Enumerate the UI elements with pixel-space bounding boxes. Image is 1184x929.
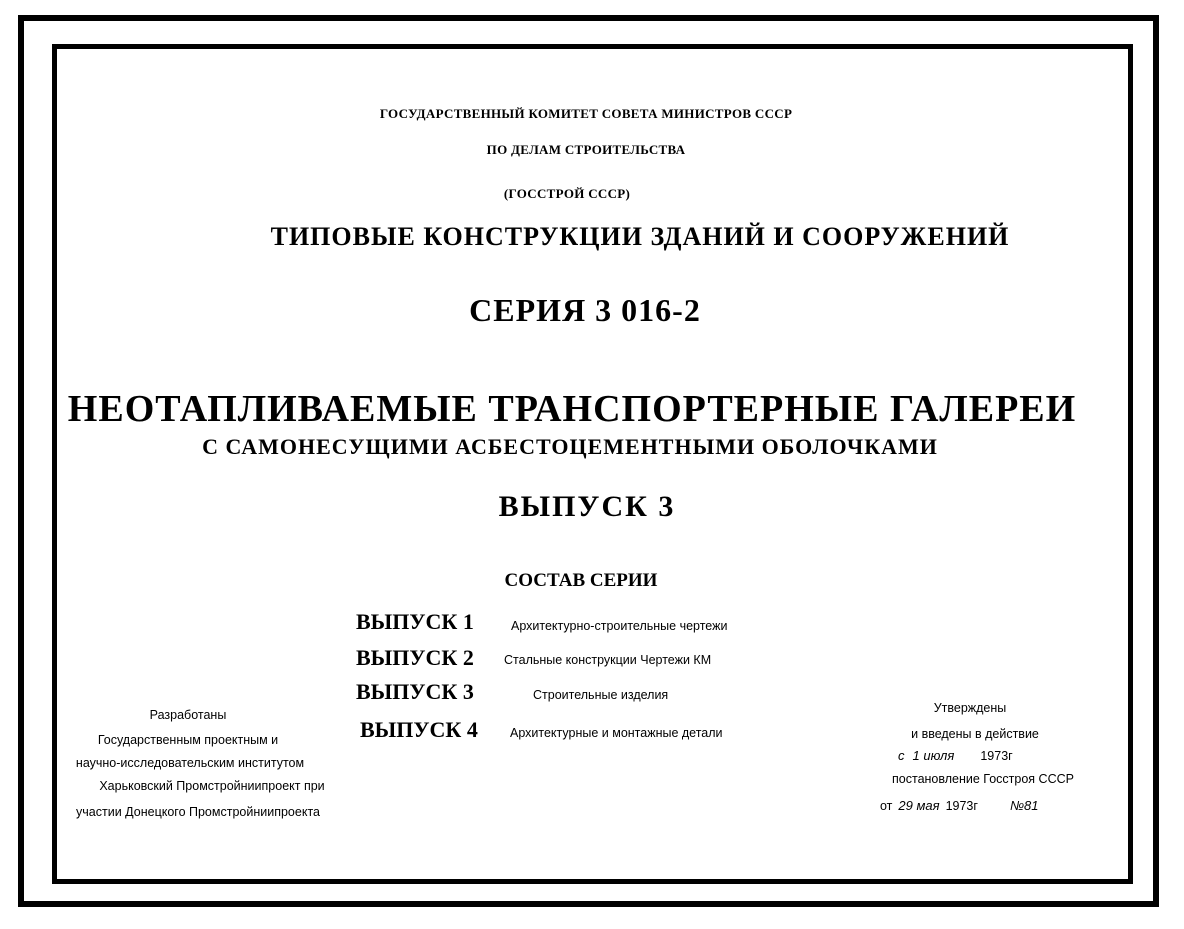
decree-number: №81 bbox=[1009, 798, 1039, 813]
contents-item-label: ВЫПУСК 1 bbox=[356, 609, 474, 634]
contents-item-desc: Строительные изделия bbox=[533, 688, 669, 702]
contents-item-desc: Архитектурные и монтажные детали bbox=[510, 726, 723, 740]
approved-line: и введены в действие bbox=[911, 727, 1039, 741]
contents-item-desc: Стальные конструкции Чертежи КМ bbox=[504, 653, 712, 667]
header-line-2: ПО ДЕЛАМ СТРОИТЕЛЬСТВА bbox=[486, 142, 686, 157]
subtitle: С САМОНЕСУЩИМИ АСБЕСТОЦЕМЕНТНЫМИ ОБОЛОЧКАМИ bbox=[202, 434, 938, 459]
contents-item-label: ВЫПУСК 2 bbox=[356, 645, 474, 670]
developed-line: Харьковский Промстройниипроект при bbox=[99, 779, 325, 793]
contents-heading: СОСТАВ СЕРИИ bbox=[504, 570, 658, 591]
approved-effective-date bbox=[898, 747, 1013, 765]
developed-line: Государственным проектным и bbox=[97, 733, 279, 747]
developed-line: участии Донецкого Промстройниипроекта bbox=[76, 805, 320, 819]
contents-item-label: ВЫПУСК 4 bbox=[360, 717, 478, 742]
developed-heading: Разработаны bbox=[149, 708, 227, 722]
main-title: НЕОТАПЛИВАЕМЫЕ ТРАНСПОРТЕРНЫЕ ГАЛЕРЕИ bbox=[67, 388, 1077, 430]
developed-line: научно-исследовательским институтом bbox=[75, 756, 305, 770]
approved-decree-date bbox=[880, 797, 1039, 815]
contents-item-label: ВЫПУСК 3 bbox=[356, 679, 474, 704]
decree-date: 29 мая bbox=[898, 798, 940, 813]
issue-number: ВЫПУСК 3 bbox=[498, 490, 676, 523]
general-title: ТИПОВЫЕ КОНСТРУКЦИИ ЗДАНИЙ И СООРУЖЕНИЙ bbox=[270, 222, 1010, 251]
contents-item-desc: Архитектурно-строительные чертежи bbox=[511, 619, 728, 633]
date-year: 1973г bbox=[980, 749, 1013, 763]
decree-year: 1973г bbox=[945, 799, 978, 813]
header-line-3: (ГОССТРОЙ СССР) bbox=[503, 186, 631, 201]
date-day-month: 1 июля bbox=[912, 748, 955, 763]
series-number: СЕРИЯ 3 016-2 bbox=[469, 292, 701, 328]
date-prefix: с bbox=[898, 748, 905, 763]
decree-prefix: от bbox=[880, 799, 893, 813]
approved-heading: Утверждены bbox=[933, 701, 1007, 715]
approved-decree-line: постановление Госстроя СССР bbox=[892, 772, 1074, 786]
header-line-1: ГОСУДАРСТВЕННЫЙ КОМИТЕТ СОВЕТА МИНИСТРОВ СССР bbox=[379, 106, 793, 121]
